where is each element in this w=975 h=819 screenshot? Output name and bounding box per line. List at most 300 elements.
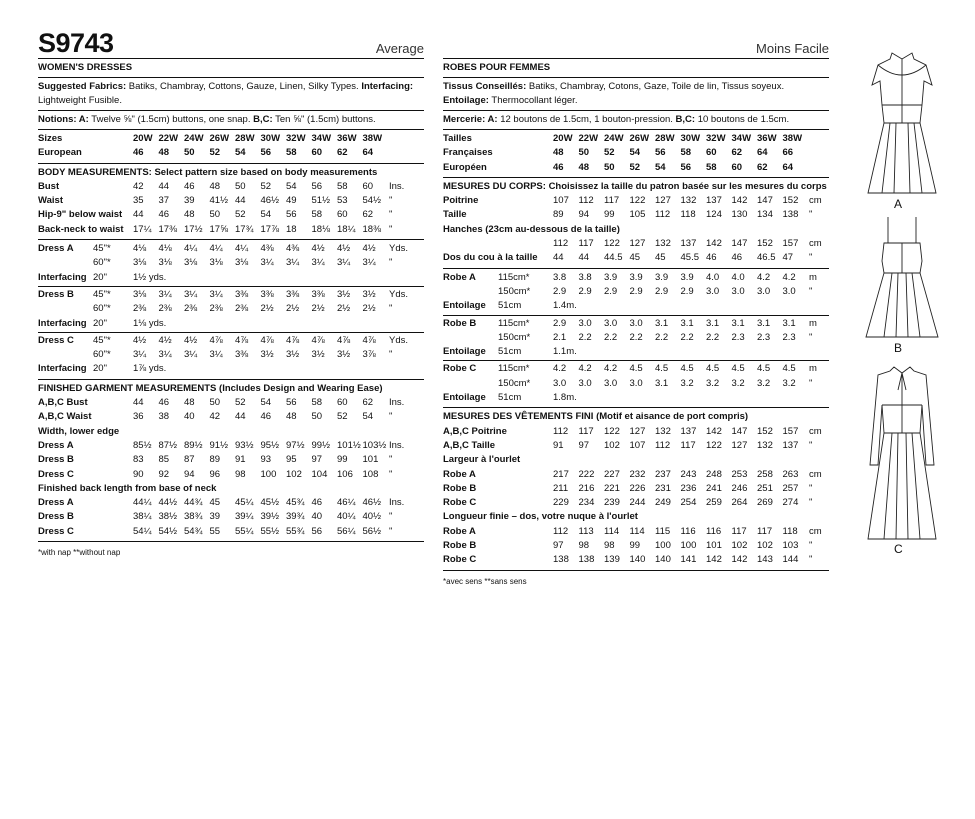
cell: 40¼ bbox=[337, 511, 356, 523]
notions-en: Notions: A: Twelve ⅝" (1.5cm) buttons, one snap. B,C: Ten ⅝" (1.5cm) buttons. bbox=[38, 111, 424, 130]
unit: " bbox=[809, 482, 813, 494]
cell: 50 bbox=[235, 180, 246, 192]
size-cell: 36W bbox=[757, 133, 777, 144]
cell: 90 bbox=[133, 468, 144, 480]
cell: 107 bbox=[629, 439, 646, 451]
cell: 132 bbox=[655, 425, 671, 437]
size-cell: 54 bbox=[629, 147, 641, 159]
cell: 4⅞ bbox=[362, 334, 376, 346]
cell: 98 bbox=[578, 540, 590, 552]
size-cell: 48 bbox=[553, 147, 564, 159]
cell: 4¼ bbox=[184, 243, 198, 255]
cell: 144 bbox=[782, 554, 799, 566]
cell: 4⅞ bbox=[235, 334, 249, 346]
cell: 2.9 bbox=[655, 285, 669, 297]
cell: 3¼ bbox=[337, 257, 351, 269]
unit: Ins. bbox=[389, 439, 405, 451]
unit: cm bbox=[809, 468, 822, 480]
table-row bbox=[443, 194, 829, 208]
table-row bbox=[443, 482, 829, 496]
yardage-label: Robe C bbox=[443, 363, 477, 375]
cell: 229 bbox=[553, 497, 569, 509]
unit: Yds. bbox=[389, 334, 409, 346]
row-label: Dress B bbox=[38, 454, 74, 466]
cell: 3½ bbox=[311, 349, 325, 361]
dress-c-drawing bbox=[868, 367, 936, 539]
cell: 142 bbox=[706, 238, 722, 250]
table-row bbox=[38, 439, 424, 453]
cell: 17⅝ bbox=[209, 223, 228, 235]
cell: 137 bbox=[706, 195, 722, 207]
cell: 4.0 bbox=[706, 271, 720, 283]
cell: 91 bbox=[235, 454, 246, 466]
cell: 2½ bbox=[362, 303, 376, 315]
cell: 4.5 bbox=[757, 363, 771, 375]
cell: 46 bbox=[158, 397, 170, 409]
cell: 44 bbox=[158, 180, 170, 192]
table-row bbox=[443, 539, 829, 553]
cell: 55½ bbox=[260, 525, 279, 537]
cell: 3⅜ bbox=[235, 288, 249, 300]
cell: 2½ bbox=[311, 303, 325, 315]
size-cell: 22W bbox=[578, 133, 599, 144]
francaises-row-fr: Françaises 48 50 52 54 56 58 60 62 64 66 bbox=[443, 146, 829, 160]
cell: 46½ bbox=[362, 497, 381, 509]
interfacing-amount: 1½ yds. bbox=[133, 271, 167, 283]
cell: 243 bbox=[680, 468, 697, 480]
cell: 142 bbox=[706, 425, 722, 437]
cell: 52 bbox=[260, 180, 272, 192]
cell: 4⅛ bbox=[158, 243, 172, 255]
interfacing-width: 51cm bbox=[498, 346, 522, 358]
cell: 42 bbox=[133, 180, 144, 192]
sizes-block-fr bbox=[443, 130, 829, 178]
cell: 3.0 bbox=[731, 285, 745, 297]
cell: 46 bbox=[158, 209, 170, 221]
cell: 140 bbox=[655, 554, 671, 566]
cell: 3¼ bbox=[362, 257, 376, 269]
cell: 117 bbox=[604, 195, 620, 207]
cell: 3.0 bbox=[553, 377, 567, 389]
cell: 38¾ bbox=[184, 511, 203, 523]
yardage-row bbox=[443, 271, 829, 285]
cell: 4⅜ bbox=[286, 243, 300, 255]
table-row bbox=[38, 510, 424, 524]
cell: 102 bbox=[604, 439, 620, 451]
interfacing-amount: 1.8m. bbox=[553, 392, 577, 404]
cell: 3.1 bbox=[757, 317, 771, 329]
length-title-en: Finished back length from base of neck bbox=[38, 482, 217, 494]
cell: 4¼ bbox=[209, 243, 223, 255]
title-fr: ROBES POUR FEMMES bbox=[443, 59, 829, 78]
cell: 3.1 bbox=[706, 317, 720, 329]
cell: 103 bbox=[782, 540, 799, 552]
cell: 3¼ bbox=[184, 349, 198, 361]
cell: 234 bbox=[578, 497, 595, 509]
cell: 216 bbox=[578, 482, 595, 494]
cell: 44.5 bbox=[604, 252, 623, 264]
row-label: Back-neck to waist bbox=[38, 223, 124, 235]
interfacing-label: Interfacing bbox=[38, 271, 87, 283]
size-cell: 46 bbox=[133, 147, 144, 159]
cell: 3⅛ bbox=[133, 257, 147, 269]
cell: 4.2 bbox=[757, 271, 771, 283]
cell: 39 bbox=[184, 195, 195, 207]
table-row bbox=[38, 223, 424, 237]
yardage-label: Dress A bbox=[38, 243, 74, 255]
cell: 132 bbox=[680, 195, 697, 207]
cell: 40 bbox=[311, 511, 323, 523]
cell: 138 bbox=[782, 209, 799, 221]
size-cell: 60 bbox=[706, 147, 717, 159]
cell: 232 bbox=[629, 468, 646, 480]
cell: 4.5 bbox=[655, 363, 669, 375]
cell: 2.9 bbox=[578, 285, 592, 297]
cell: 106 bbox=[337, 468, 353, 480]
table-row bbox=[443, 208, 829, 222]
table-row bbox=[443, 468, 829, 482]
cell: 99½ bbox=[311, 439, 330, 451]
cell: 44½ bbox=[158, 497, 177, 509]
cell: 54½ bbox=[362, 195, 381, 207]
unit: m bbox=[809, 363, 817, 375]
interfacing-label: Entoilage bbox=[443, 300, 486, 312]
cell: 122 bbox=[604, 425, 620, 437]
cell: 95½ bbox=[260, 439, 279, 451]
cell: 4.5 bbox=[629, 363, 643, 375]
cell: 3⅜ bbox=[235, 349, 249, 361]
cell: 102 bbox=[731, 540, 748, 552]
footnote-fr: *avec sens **sans sens bbox=[443, 576, 527, 586]
yardage-width: 150cm* bbox=[498, 377, 531, 389]
cell: 39 bbox=[209, 511, 221, 523]
cell: 101 bbox=[362, 454, 379, 466]
cell: 141 bbox=[680, 554, 697, 566]
yardage-row bbox=[443, 362, 829, 376]
cell: 3.1 bbox=[731, 317, 745, 329]
unit: " bbox=[389, 468, 393, 480]
cell: 44 bbox=[133, 397, 144, 409]
cell: 2.2 bbox=[655, 331, 669, 343]
cell: 98 bbox=[604, 540, 615, 552]
cell: 4½ bbox=[337, 243, 351, 255]
cell: 4.5 bbox=[731, 363, 745, 375]
cell: 83 bbox=[133, 454, 144, 466]
yardage-row bbox=[38, 256, 424, 270]
cell: 62 bbox=[362, 209, 374, 221]
row-label: Dress C bbox=[38, 468, 74, 480]
cell: 257 bbox=[782, 482, 799, 494]
size-cell: 62 bbox=[337, 147, 348, 159]
unit: " bbox=[809, 377, 813, 389]
size-cell: 28W bbox=[235, 133, 255, 144]
row-label: Dos du cou à la taille bbox=[443, 252, 538, 264]
cell: 231 bbox=[655, 482, 671, 494]
size-cell: 58 bbox=[706, 161, 717, 173]
cell: 2.2 bbox=[706, 331, 720, 343]
body-title-en: BODY MEASUREMENTS: Select pattern size based on body measurements bbox=[38, 166, 378, 178]
cell: 4½ bbox=[311, 243, 325, 255]
cell: 62 bbox=[362, 397, 374, 409]
cell: 112 bbox=[553, 525, 569, 537]
cell: 45 bbox=[655, 252, 666, 264]
cell: 157 bbox=[782, 238, 799, 250]
cell: 112 bbox=[578, 195, 594, 207]
sizes-row-en: Sizes 20W 22W 24W 26W 28W 30W 32W 34W 36W 38W bbox=[38, 132, 424, 146]
row-label: Poitrine bbox=[443, 195, 479, 207]
cell: 18⅜ bbox=[362, 223, 381, 235]
cell: 85 bbox=[158, 454, 170, 466]
cell: 3.1 bbox=[655, 317, 669, 329]
cell: 3.2 bbox=[757, 377, 771, 389]
group-divider bbox=[443, 315, 829, 316]
cell: 17¾ bbox=[235, 223, 254, 235]
cell: 3¼ bbox=[209, 349, 223, 361]
cell: 114 bbox=[629, 525, 645, 537]
unit: " bbox=[389, 303, 393, 315]
cell: 97 bbox=[578, 439, 590, 451]
cell: 4½ bbox=[133, 334, 147, 346]
yardage-row bbox=[38, 242, 424, 256]
interfacing-amount: 1.4m. bbox=[553, 300, 577, 312]
cell: 39¼ bbox=[235, 511, 254, 523]
table-row bbox=[443, 439, 829, 453]
cell: 254 bbox=[680, 497, 697, 509]
cell: 89½ bbox=[184, 439, 203, 451]
unit: " bbox=[389, 349, 393, 361]
cell: 99 bbox=[629, 540, 641, 552]
cell: 251 bbox=[757, 482, 773, 494]
size-cell: 54 bbox=[655, 161, 666, 173]
cell: 54 bbox=[362, 411, 374, 423]
cell: 48 bbox=[209, 180, 221, 192]
cell: 45¼ bbox=[235, 497, 254, 509]
neck-row bbox=[443, 251, 829, 265]
size-cell: 56 bbox=[655, 147, 666, 159]
cell: 93½ bbox=[235, 439, 254, 451]
view-a-label: A bbox=[894, 197, 903, 211]
row-label: A,B,C Bust bbox=[38, 397, 88, 409]
cell: 91 bbox=[553, 439, 564, 451]
cell: 2.3 bbox=[731, 331, 745, 343]
cell: 3¼ bbox=[260, 257, 274, 269]
cell: 44 bbox=[235, 411, 246, 423]
dress-b-drawing bbox=[866, 217, 938, 337]
cell: 54½ bbox=[158, 525, 177, 537]
yardage-width: 115cm* bbox=[498, 363, 530, 375]
cell: 127 bbox=[731, 439, 748, 451]
cell: 52 bbox=[337, 411, 348, 423]
unit: " bbox=[389, 525, 393, 537]
unit: Yds. bbox=[389, 288, 409, 300]
cell: 46 bbox=[706, 252, 717, 264]
cell: 3.9 bbox=[655, 271, 669, 283]
cell: 3.0 bbox=[706, 285, 720, 297]
cell: 116 bbox=[680, 525, 696, 537]
cell: 36 bbox=[133, 411, 144, 423]
unit: " bbox=[809, 439, 813, 451]
cell: 56 bbox=[311, 180, 323, 192]
group-divider bbox=[38, 286, 424, 287]
cell: 3.2 bbox=[731, 377, 745, 389]
cell: 2⅜ bbox=[184, 303, 198, 315]
cell: 3.8 bbox=[578, 271, 592, 283]
cell: 2½ bbox=[260, 303, 274, 315]
cell: 46¼ bbox=[337, 497, 356, 509]
unit: " bbox=[809, 285, 813, 297]
table-row bbox=[38, 468, 424, 482]
cell: 2.2 bbox=[578, 331, 592, 343]
size-cell: 48 bbox=[578, 161, 590, 173]
cell: 52 bbox=[235, 397, 246, 409]
row-label: Waist bbox=[38, 195, 63, 207]
size-cell: 52 bbox=[604, 147, 615, 159]
cell: 3½ bbox=[337, 288, 351, 300]
cell: 152 bbox=[782, 195, 799, 207]
cell: 4.5 bbox=[706, 363, 720, 375]
cell: 101½ bbox=[337, 439, 361, 451]
table-row bbox=[443, 425, 829, 439]
cell: 50 bbox=[209, 209, 221, 221]
size-cell: 66 bbox=[782, 147, 794, 159]
cell: 217 bbox=[553, 468, 569, 480]
cell: 2⅜ bbox=[158, 303, 172, 315]
cell: 4.5 bbox=[782, 363, 796, 375]
cell: 117 bbox=[757, 525, 773, 537]
sizes-block-en bbox=[38, 130, 424, 164]
cell: 274 bbox=[782, 497, 799, 509]
cell: 99 bbox=[604, 209, 615, 221]
size-cell: 46 bbox=[553, 161, 564, 173]
cell: 142 bbox=[731, 554, 748, 566]
table-row bbox=[38, 208, 424, 222]
interfacing-row bbox=[38, 271, 424, 285]
cell: 113 bbox=[578, 525, 594, 537]
cell: 112 bbox=[655, 439, 671, 451]
yardage-row bbox=[38, 348, 424, 362]
cell: 3¼ bbox=[184, 288, 198, 300]
size-cell: 32W bbox=[286, 133, 306, 144]
unit: " bbox=[809, 540, 813, 552]
cell: 60 bbox=[337, 397, 348, 409]
cell: 3¼ bbox=[286, 257, 300, 269]
size-cell: 54 bbox=[235, 147, 246, 159]
size-cell: 60 bbox=[311, 147, 323, 159]
cell: 89 bbox=[209, 454, 221, 466]
cell: 4.2 bbox=[604, 363, 618, 375]
view-b-label: B bbox=[894, 341, 903, 355]
yardage-row bbox=[443, 317, 829, 331]
size-cell: 60 bbox=[731, 161, 743, 173]
cell: 96 bbox=[209, 468, 221, 480]
cell: 44 bbox=[553, 252, 564, 264]
difficulty-en: Average bbox=[375, 41, 424, 56]
cell: 3⅜ bbox=[260, 288, 274, 300]
size-cell: 58 bbox=[680, 147, 692, 159]
cell: 138 bbox=[553, 554, 569, 566]
unit: " bbox=[809, 209, 813, 221]
fabrics-en: Suggested Fabrics: Batiks, Chambray, Cottons, Gauze, Linen, Silky Types. Interfacing: Lightweight Fusible. bbox=[38, 78, 424, 111]
row-label: A,B,C Waist bbox=[38, 411, 92, 423]
cell: 46½ bbox=[260, 195, 279, 207]
cell: 100 bbox=[680, 540, 697, 552]
cell: 55¼ bbox=[235, 525, 254, 537]
unit: cm bbox=[809, 525, 822, 537]
cell: 4.2 bbox=[782, 271, 796, 283]
cell: 3.1 bbox=[782, 317, 796, 329]
yardage-width: 115cm* bbox=[498, 317, 530, 329]
cell: 45½ bbox=[260, 497, 279, 509]
size-cell: 24W bbox=[184, 133, 204, 144]
cell: 143 bbox=[757, 554, 773, 566]
cell: 3.8 bbox=[553, 271, 567, 283]
cell: 54¾ bbox=[184, 525, 203, 537]
cell: 60 bbox=[337, 209, 348, 221]
yardage-width: 150cm* bbox=[498, 285, 531, 297]
cell: 122 bbox=[604, 238, 620, 250]
cell: 3⅛ bbox=[235, 257, 249, 269]
row-label: Hip-9" below waist bbox=[38, 209, 123, 221]
size-cell: 62 bbox=[757, 161, 768, 173]
cell: 18 bbox=[286, 223, 297, 235]
cell: 241 bbox=[706, 482, 722, 494]
body-measurements-fr bbox=[443, 178, 829, 269]
cell: 54 bbox=[260, 397, 272, 409]
cell: 102 bbox=[757, 540, 773, 552]
cell: 3⅛ bbox=[158, 257, 172, 269]
unit: " bbox=[809, 252, 813, 264]
cell: 3.0 bbox=[629, 317, 643, 329]
cell: 3½ bbox=[362, 288, 376, 300]
cell: 226 bbox=[629, 482, 646, 494]
pattern-code: S9743 bbox=[38, 28, 114, 58]
interfacing-label: Interfacing bbox=[38, 363, 87, 375]
cell: 117 bbox=[578, 238, 594, 250]
cell: 3⅛ bbox=[184, 257, 198, 269]
header-en bbox=[38, 28, 424, 59]
interfacing-width: 51cm bbox=[498, 300, 522, 312]
unit: cm bbox=[809, 195, 822, 207]
header-fr bbox=[443, 28, 829, 59]
row-label: Taille bbox=[443, 209, 467, 221]
row-label: Robe A bbox=[443, 525, 476, 537]
cell: 58 bbox=[311, 397, 323, 409]
unit: " bbox=[389, 209, 393, 221]
cell: 4⅞ bbox=[311, 334, 325, 346]
cell: 2⅜ bbox=[209, 303, 223, 315]
unit: Ins. bbox=[389, 497, 405, 509]
cell: 3.9 bbox=[604, 271, 618, 283]
cell: 112 bbox=[553, 238, 569, 250]
cell: 2.9 bbox=[680, 285, 694, 297]
cell: 4⅛ bbox=[133, 243, 147, 255]
cell: 53 bbox=[337, 195, 348, 207]
cell: 124 bbox=[706, 209, 722, 221]
width-title-fr: Largeur à l'ourlet bbox=[443, 454, 521, 466]
unit: " bbox=[389, 511, 393, 523]
row-label: A,B,C Taille bbox=[443, 439, 496, 451]
cell: 50 bbox=[311, 411, 323, 423]
cell: 51½ bbox=[311, 195, 330, 207]
size-cell: 50 bbox=[184, 147, 195, 159]
cell: 3⅛ bbox=[133, 288, 147, 300]
cell: 38¼ bbox=[133, 511, 152, 523]
yardage-row bbox=[443, 331, 829, 345]
cell: 3.2 bbox=[782, 377, 796, 389]
interfacing-amount: 1⅞ yds. bbox=[133, 363, 167, 375]
cell: 92 bbox=[158, 468, 170, 480]
size-cell: 64 bbox=[782, 161, 794, 173]
